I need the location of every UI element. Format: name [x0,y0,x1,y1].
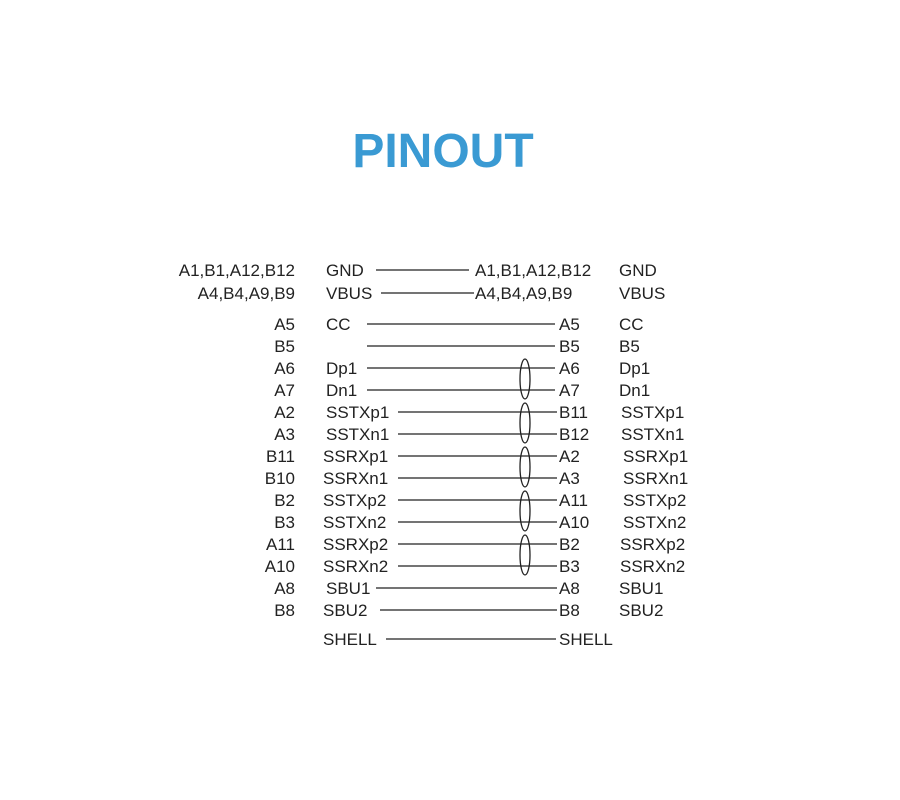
left-pin-numbers: A11 [266,535,295,554]
left-signal-name: VBUS [326,284,373,303]
left-pin-numbers: A2 [274,403,295,422]
left-signal-name: Dn1 [326,381,358,400]
left-signal-name: GND [326,261,364,280]
pinout-row [274,425,684,444]
right-signal-name: VBUS [619,284,666,303]
differential-pair-ellipse [520,535,530,575]
differential-pair-ellipse [520,403,530,443]
pinout-row [265,557,685,576]
left-signal-name: SSTXp2 [323,491,387,510]
right-pin-numbers: B8 [559,601,580,620]
right-signal-name: SSTXn2 [623,513,687,532]
pinout-row [266,535,685,554]
left-signal-name: SSRXp1 [323,447,389,466]
right-signal-name: CC [619,315,644,334]
left-signal-name: SSTXp1 [326,403,390,422]
pinout-row [274,513,686,532]
pinout-row [274,601,663,620]
right-pin-numbers: B5 [559,337,580,356]
right-pin-numbers: B2 [559,535,580,554]
differential-pair-markers [520,359,530,575]
left-pin-numbers: A6 [274,359,295,378]
pinout-row [179,261,657,280]
right-signal-name: GND [619,261,657,280]
right-pin-numbers: A11 [559,491,588,510]
right-signal-name: SSRXn2 [620,557,686,576]
left-signal-name: SSTXn1 [326,425,390,444]
left-signal-name: SHELL [323,630,377,649]
page-title: PINOUT [352,125,534,178]
pinout-row [274,359,650,378]
left-pin-numbers: B8 [274,601,295,620]
pinout-row [274,403,684,422]
right-pin-numbers: A6 [559,359,580,378]
left-pin-numbers: A5 [274,315,295,334]
right-signal-name: B5 [619,337,640,356]
left-pin-numbers: B2 [274,491,295,510]
right-pin-numbers: B3 [559,557,580,576]
right-pin-numbers: A10 [559,513,590,532]
right-signal-name: SSTXp1 [621,403,685,422]
right-pin-numbers: A2 [559,447,580,466]
left-pin-numbers: A1,B1,A12,B12 [178,261,295,280]
right-signal-name: Dp1 [619,359,651,378]
right-signal-name: SBU2 [619,601,664,620]
left-signal-name: Dp1 [326,359,358,378]
left-signal-name: SSRXp2 [323,535,389,554]
left-pin-numbers: A4,B4,A9,B9 [197,284,295,303]
pinout-row [274,579,663,598]
left-signal-name: SSRXn2 [323,557,389,576]
left-pin-numbers: B5 [274,337,295,356]
left-pin-numbers: A3 [274,425,295,444]
right-pin-numbers: B11 [559,403,588,422]
left-pin-numbers: A8 [274,579,295,598]
pinout-row [198,284,666,303]
left-pin-numbers: B3 [274,513,295,532]
left-pin-numbers: B10 [264,469,295,488]
left-signal-name: SSRXn1 [323,469,389,488]
right-signal-name: SSRXn1 [623,469,689,488]
pinout-row [265,469,688,488]
pinout-rows [179,261,688,649]
left-pin-numbers: A7 [274,381,295,400]
right-pin-numbers: A8 [559,579,580,598]
right-pin-numbers: A7 [559,381,580,400]
left-signal-name: SSTXn2 [323,513,387,532]
differential-pair-ellipse [520,447,530,487]
right-pin-numbers: B12 [559,425,590,444]
right-signal-name: Dn1 [619,381,651,400]
right-pin-numbers: A4,B4,A9,B9 [475,284,573,303]
pinout-row [274,315,643,334]
right-signal-name: SBU1 [619,579,664,598]
right-pin-numbers: A3 [559,469,580,488]
left-signal-name: CC [326,315,351,334]
right-pin-numbers: A1,B1,A12,B12 [475,261,592,280]
right-pin-numbers: SHELL [559,630,613,649]
right-pin-numbers: A5 [559,315,580,334]
pinout-row [274,381,650,400]
differential-pair-ellipse [520,491,530,531]
right-signal-name: SSTXn1 [621,425,685,444]
left-pin-numbers: A10 [264,557,295,576]
left-signal-name: SBU1 [326,579,371,598]
pinout-row [323,630,613,649]
left-signal-name: SBU2 [323,601,368,620]
right-signal-name: SSRXp1 [623,447,689,466]
pinout-row [274,491,686,510]
right-signal-name: SSTXp2 [623,491,687,510]
left-pin-numbers: B11 [266,447,295,466]
right-signal-name: SSRXp2 [620,535,686,554]
pinout-row [266,447,688,466]
differential-pair-ellipse [520,359,530,399]
pinout-row [274,337,640,356]
